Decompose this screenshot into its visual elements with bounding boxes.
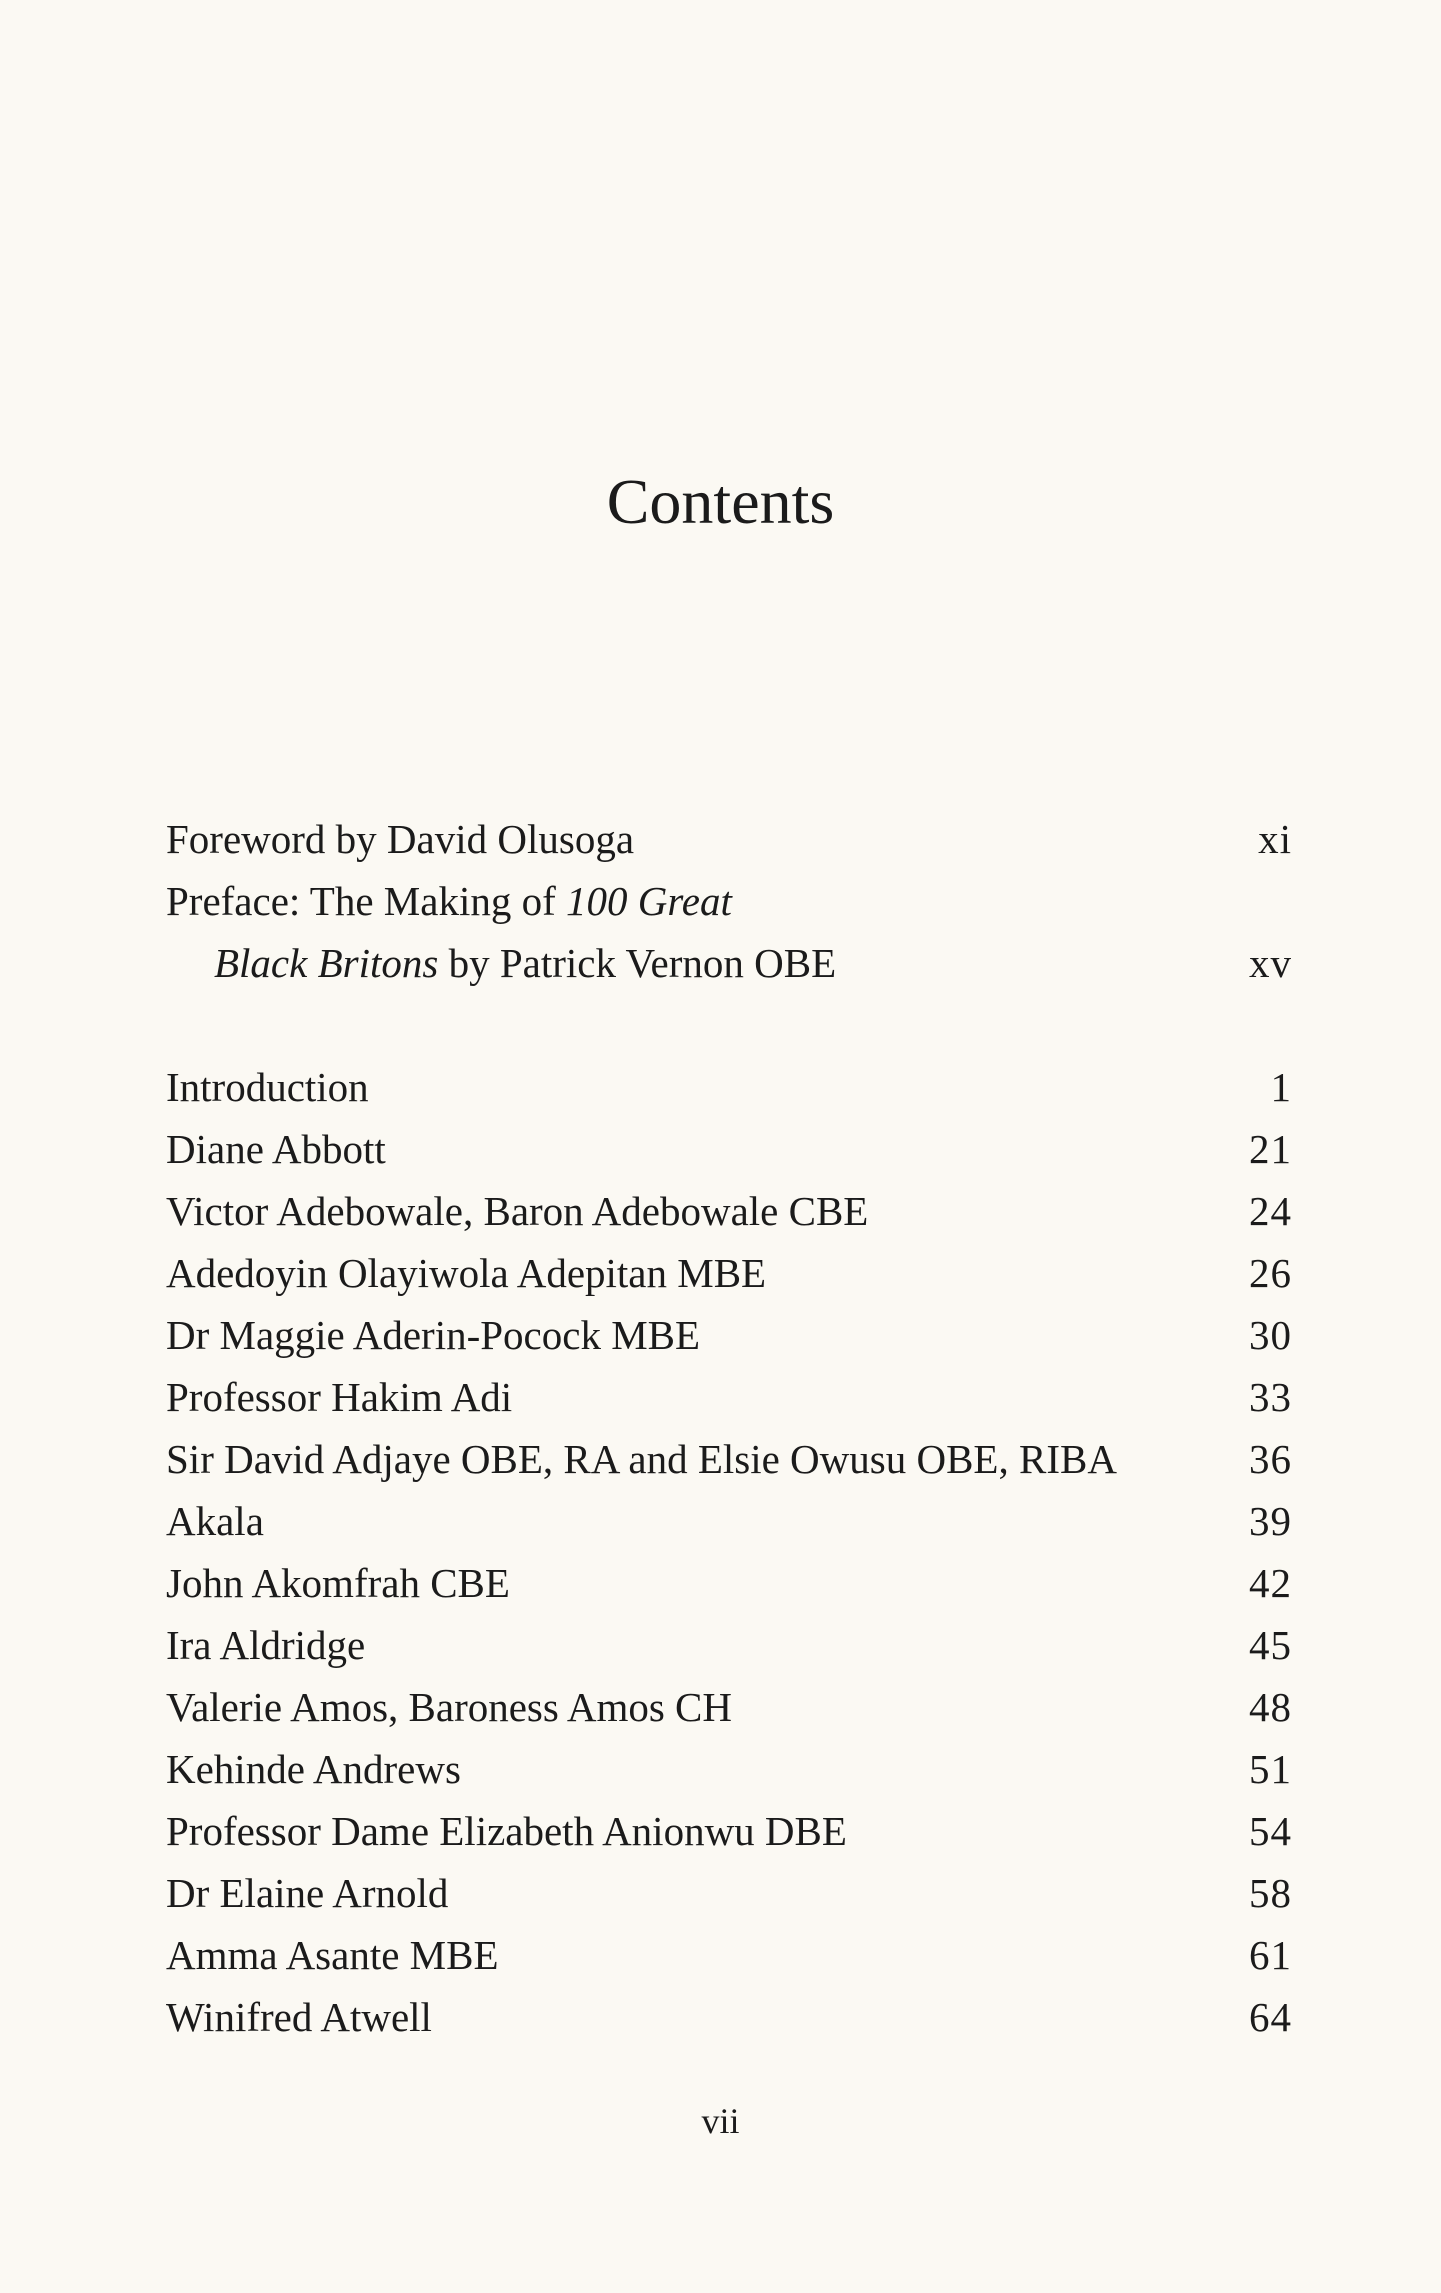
entry-page-number: 61 (1249, 1932, 1292, 1978)
toc-entry (166, 1180, 1292, 1242)
page-title: Contents (606, 466, 835, 537)
toc-entry (166, 1800, 1292, 1862)
entry-page-number: 51 (1249, 1746, 1292, 1792)
entry-title: Victor Adebowale, Baron Adebowale CBE (166, 1188, 869, 1234)
entry-page-number: 24 (1249, 1188, 1292, 1234)
entry-title: Dr Maggie Aderin-Pocock MBE (166, 1312, 701, 1358)
toc-entries (166, 1056, 1292, 2048)
entry-title: Sir David Adjaye OBE, RA and Elsie Owusu OBE, RIBA (166, 1436, 1117, 1482)
entry-title: Amma Asante MBE (166, 1932, 499, 1978)
entry-page-number: 48 (1249, 1684, 1292, 1730)
entry-title: Black Britons by Patrick Vernon OBE (214, 940, 837, 986)
entry-page-number: 39 (1249, 1498, 1292, 1544)
entry-page-number: 21 (1249, 1126, 1292, 1172)
entry-title: Dr Elaine Arnold (166, 1870, 449, 1916)
toc-entry (166, 808, 1292, 870)
toc-entry (166, 1986, 1292, 2048)
entry-title: Diane Abbott (166, 1126, 386, 1172)
entry-page-number: 26 (1249, 1250, 1292, 1296)
entry-title: Professor Dame Elizabeth Anionwu DBE (166, 1808, 847, 1854)
entry-title: Adedoyin Olayiwola Adepitan MBE (166, 1250, 767, 1296)
toc-entry (166, 1676, 1292, 1738)
entry-page-number: 1 (1270, 1064, 1292, 1110)
page-number: vii (701, 2101, 740, 2141)
entry-page-number: 45 (1249, 1622, 1292, 1668)
entry-title: John Akomfrah CBE (166, 1560, 510, 1606)
table-of-contents (166, 808, 1292, 2048)
entry-page-number: 64 (1249, 1994, 1292, 2040)
toc-entry (166, 1428, 1292, 1490)
entry-page-number: xi (1258, 816, 1292, 862)
toc-entry (166, 1738, 1292, 1800)
toc-entry (166, 1552, 1292, 1614)
entry-title: Preface: The Making of 100 Great (166, 878, 732, 924)
toc-entry (166, 1614, 1292, 1676)
toc-entry (166, 1242, 1292, 1304)
entry-title: Akala (166, 1498, 264, 1544)
entry-title: Ira Aldridge (166, 1622, 366, 1668)
entry-page-number: 30 (1249, 1312, 1292, 1358)
entry-title: Introduction (166, 1064, 369, 1110)
toc-entry (166, 1862, 1292, 1924)
entry-title: Kehinde Andrews (166, 1746, 461, 1792)
entry-title: Valerie Amos, Baroness Amos CH (166, 1684, 732, 1730)
toc-entry (166, 1924, 1292, 1986)
toc-entry (166, 1366, 1292, 1428)
entry-page-number: 58 (1249, 1870, 1292, 1916)
toc-entry (166, 1056, 1292, 1118)
entry-page-number: xv (1249, 940, 1292, 986)
entry-page-number: 42 (1249, 1560, 1292, 1606)
entry-title: Foreword by David Olusoga (166, 816, 635, 862)
entry-page-number: 54 (1249, 1808, 1292, 1854)
section-gap (166, 994, 1292, 1056)
entry-title: Winifred Atwell (166, 1994, 432, 2040)
toc-entry (166, 1304, 1292, 1366)
entry-page-number: 36 (1249, 1436, 1292, 1482)
entry-page-number: 33 (1249, 1374, 1292, 1420)
toc-entry (166, 870, 1292, 932)
toc-entry (166, 1490, 1292, 1552)
toc-entry (166, 1118, 1292, 1180)
entry-title: Professor Hakim Adi (166, 1374, 513, 1420)
toc-entry-continuation (166, 932, 1292, 994)
